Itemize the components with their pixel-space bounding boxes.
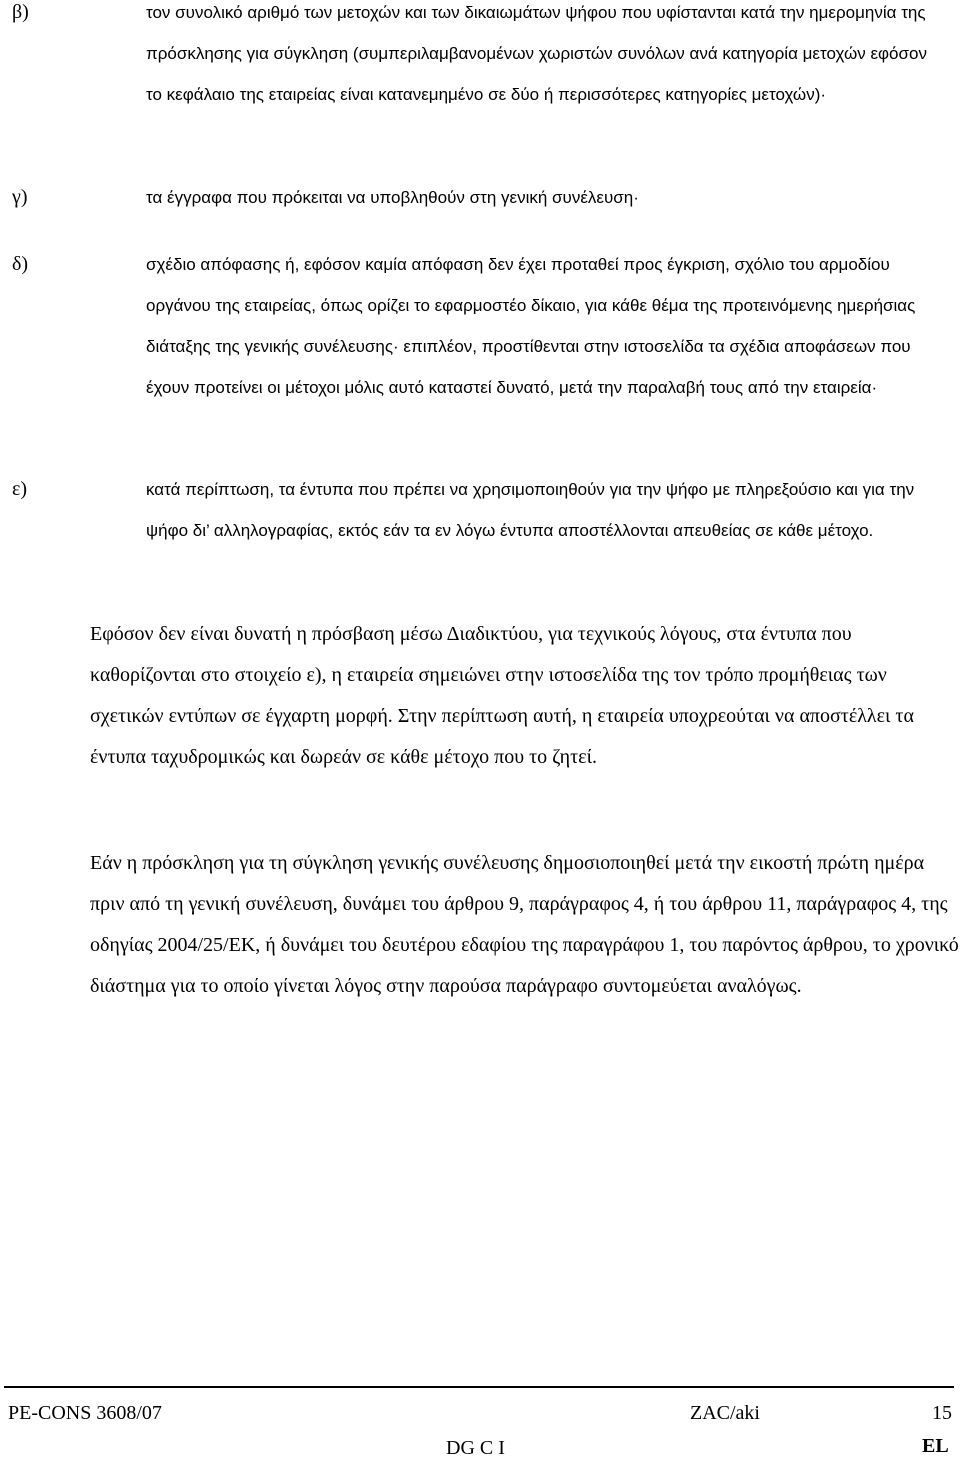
- footer-dg: DG C I: [446, 1437, 505, 1459]
- footer-divider: [4, 1386, 954, 1388]
- paragraph-internet-access: Εφόσον δεν είναι δυνατή η πρόσβαση μέσω Διαδικτύου, για τεχνικούς λόγους, στα έντυπα που καθορίζονται στο στοιχείο ε), η εταιρεία σημειώνει στην ιστοσελίδα της τον τρόπο προμήθειας των σχετικών εντύπων σε έγχαρτη μορφή. Στην περίπτωση αυτή, η εταιρεία υποχρεούται να αποστέλλει τα έντυπα ταχυδρομικώς και δωρεάν σε κάθε μέτοχο που το ζητεί.: [90, 623, 914, 768]
- footer-page-number: 15: [932, 1402, 952, 1424]
- footer-initials: ZAC/aki: [690, 1402, 760, 1424]
- paragraph-convocation-timing: Εάν η πρόσκληση για τη σύγκληση γενικής συνέλευσης δημοσιοποιηθεί μετά την εικοστή πρώτη ημέρα πριν από τη γενική συνέλευση, δυνάμει του άρθρου 9, παράγραφος 4, ή του άρθρου 11, παράγραφος 4, της οδηγίας 2004/25/ΕΚ, ή δυνάμει του δευτέρου εδαφίου της παραγράφου 1, του παρόντος άρθρου, το χρονικό διάστημα για το οποίο γίνεται λόγος στην παρούσα παράγραφο συντομεύεται αναλόγως.: [90, 852, 959, 997]
- item-text: σχέδιο απόφασης ή, εφόσον καμία απόφαση δεν έχει προταθεί προς έγκριση, σχόλιο του αρμοδίου οργάνου της εταιρείας, όπως ορίζει το εφαρμοστέο δίκαιο, για κάθε θέμα της προτεινόμενης ημερήσιας διάταξης της γενικής συνέλευσης· επιπλέον, προστίθενται στην ιστοσελίδα τα σχέδια αποφάσεων που έχουν προτείνει οι μέτοχοι μόλις αυτό καταστεί δυνατό, μετά την παραλαβή τους από την εταιρεία·: [146, 255, 916, 397]
- item-letter: ε): [12, 478, 28, 500]
- item-letter: δ): [12, 253, 29, 275]
- item-text: τον συνολικό αριθμό των μετοχών και των δικαιωμάτων ψήφου που υφίστανται κατά την ημερομηνία της πρόσκλησης για σύγκληση (συμπεριλαμβανομένων χωριστών συνόλων ανά κατηγορία μετοχών εφόσον το κεφάλαιο της εταιρείας είναι κατανεμημένο σε δύο ή περισσότερες κατηγορίες μετοχών)·: [146, 3, 927, 104]
- footer-doc-ref: PE-CONS 3608/07: [8, 1402, 162, 1424]
- item-letter: β): [12, 1, 29, 23]
- item-text: κατά περίπτωση, τα έντυπα που πρέπει να χρησιμοποιηθούν για την ψήφο με πληρεξούσιο και για την ψήφο δι’ αλληλογραφίας, εκτός εάν τα εν λόγω έντυπα αποστέλλονται απευθείας σε κάθε μέτοχο.: [146, 480, 915, 540]
- item-text: τα έγγραφα που πρόκειται να υποβληθούν στη γενική συνέλευση·: [146, 188, 639, 207]
- footer-language-code: EL: [922, 1435, 949, 1457]
- item-letter: γ): [12, 186, 28, 208]
